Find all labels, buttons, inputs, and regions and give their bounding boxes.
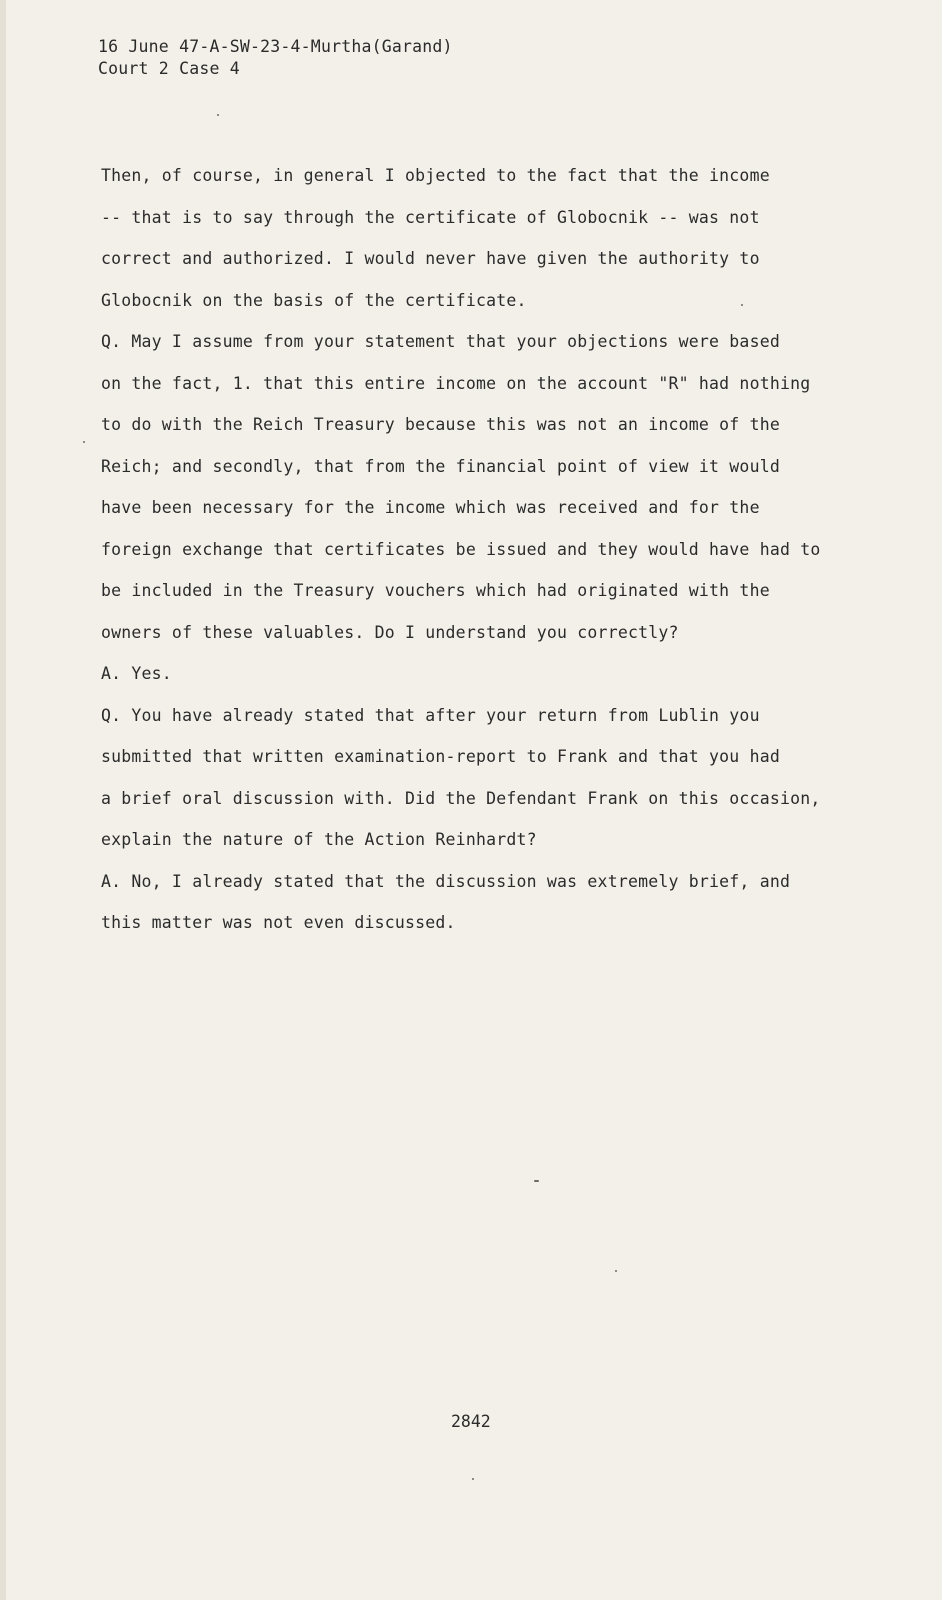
body-line: have been necessary for the income which was received and for the <box>101 498 760 517</box>
body-line: Then, of course, in general I objected to the fact that the income <box>101 166 770 185</box>
body-line: -- that is to say through the certificate of Globocnik -- was not <box>101 207 760 227</box>
body-line: correct and authorized. I would never have given the authority to <box>101 249 760 268</box>
body-line: A. No, I already stated that the discussion was extremely brief, and <box>101 871 791 891</box>
body-line: explain the nature of the Action Reinhardt? <box>101 830 537 849</box>
body-line: Q. You have already stated that after your return from Lublin you <box>101 705 760 725</box>
body-line: to do with the Reich Treasury because this was not an income of the <box>101 415 780 434</box>
paper-speck <box>217 114 219 116</box>
body-line: owners of these valuables. Do I understand you correctly? <box>101 622 679 642</box>
body-line: Reich; and secondly, that from the financial point of view it would <box>101 456 780 476</box>
body-line: A. Yes. <box>101 664 172 683</box>
body-line: be included in the Treasury vouchers which had originated with the <box>101 581 770 600</box>
page-number: 2842 <box>451 1412 491 1431</box>
header-line-2: Court 2 Case 4 <box>98 59 240 78</box>
body-line: Globocnik on the basis of the certificate. <box>101 290 527 310</box>
paper-speck <box>741 304 743 306</box>
body-line: submitted that written examination-report to Frank and that you had <box>101 747 780 766</box>
body-line: Q. May I assume from your statement that your objections were based <box>101 332 780 351</box>
body-line: a brief oral discussion with. Did the Defendant Frank on this occasion, <box>101 788 821 808</box>
paper-speck <box>83 441 85 443</box>
body-line: on the fact, 1. that this entire income on the account "R" had nothing <box>101 373 811 393</box>
paper-speck <box>615 1270 617 1272</box>
transcript-body <box>101 155 821 944</box>
document-header <box>98 36 453 80</box>
paper-speck <box>534 1180 539 1182</box>
paper-speck <box>472 1478 474 1480</box>
header-line-1: 16 June 47-A-SW-23-4-Murtha(Garand) <box>98 37 453 56</box>
body-line: this matter was not even discussed. <box>101 913 456 932</box>
body-line: foreign exchange that certificates be issued and they would have had to <box>101 539 821 559</box>
